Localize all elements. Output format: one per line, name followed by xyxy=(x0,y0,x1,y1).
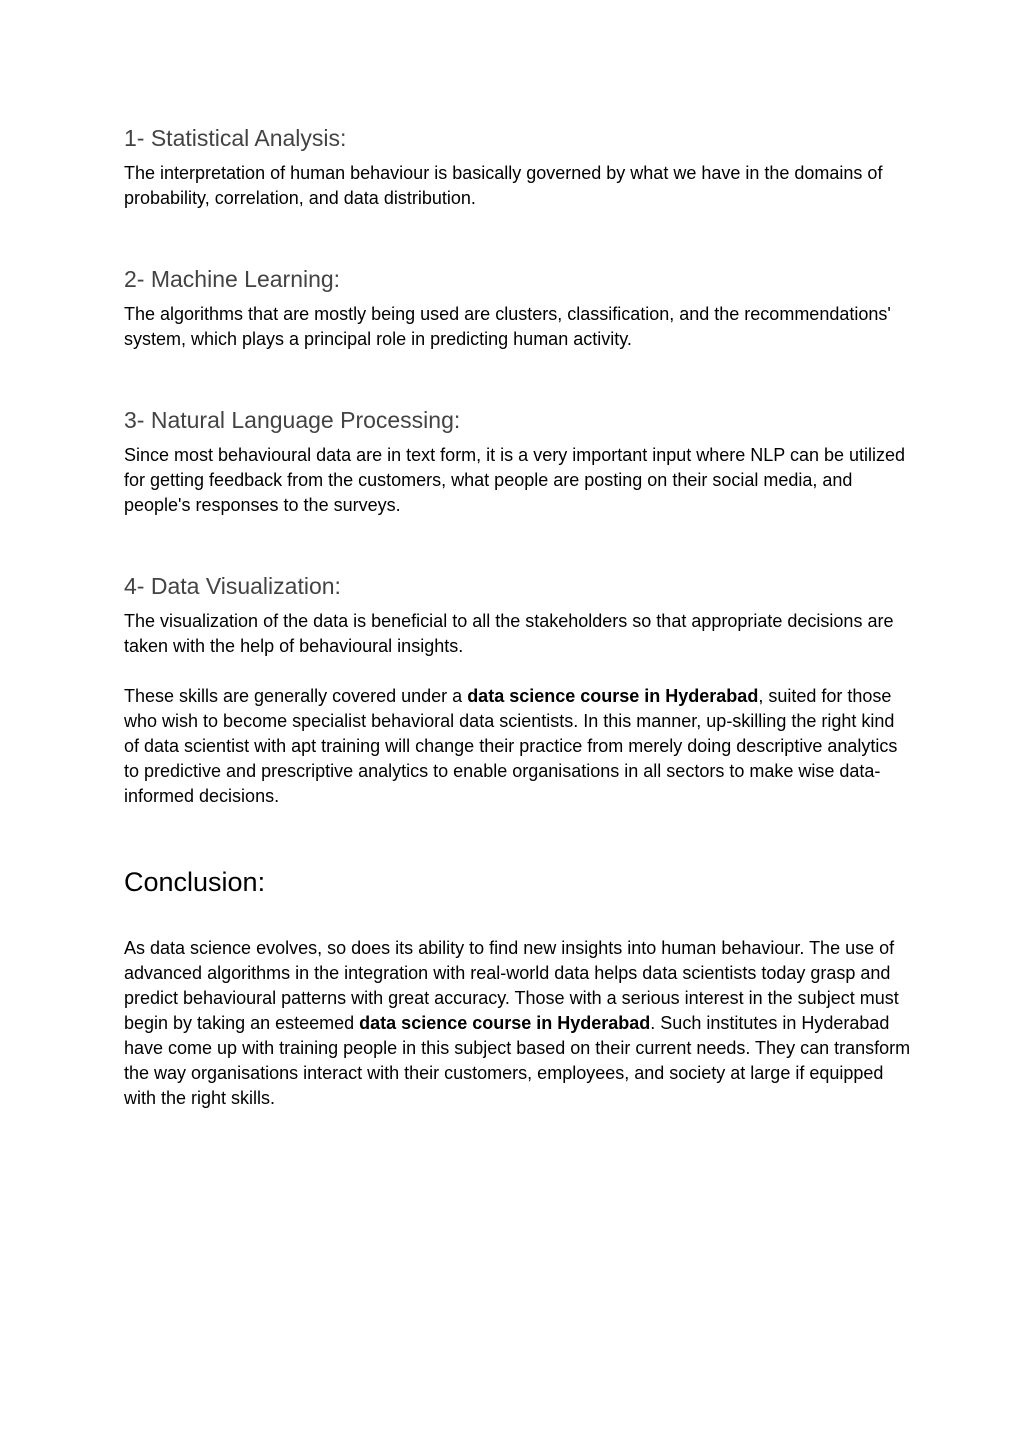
skills-text-after: , suited for those who wish to become specialist behavioral data scientists. In this manner, up-skilling the right kind of data scientist with apt training will change their practice from merely doing descriptive analytics to predictive and prescriptive analytics to enable organisations in all sectors to make wise data-informed decisions. xyxy=(124,686,898,806)
skills-text-bold: data science course in Hyderabad xyxy=(467,686,759,706)
conclusion-text-after: . Such institutes in Hyderabad have come up with training people in this subject based on their current needs. They can transform the way organisations interact with their customers, employees, and society at large if equipped with the right skills. xyxy=(124,1013,911,1108)
section-4-heading: 4- Data Visualization: xyxy=(124,573,341,599)
conclusion-text-before: As data science evolves, so does its ability to find new insights into human behaviour. The use of advanced algorithms in the integration with real-world data helps data scientists today grasp and predict behavioural patterns with great accuracy. Those with a serious interest in the subject must begin by taking an esteemed xyxy=(124,938,899,1033)
section-3-body: Since most behavioural data are in text form, it is a very important input where NLP can be utilized for getting feedback from the customers, what people are posting on their social media, and people's responses to the surveys. xyxy=(124,445,906,515)
conclusion-text-bold: data science course in Hyderabad xyxy=(359,1013,651,1033)
section-2-body: The algorithms that are mostly being used are clusters, classification, and the recommendations' system, which plays a principal role in predicting human activity. xyxy=(124,304,891,349)
section-3-heading: 3- Natural Language Processing: xyxy=(124,407,461,433)
section-2-heading: 2- Machine Learning: xyxy=(124,266,341,292)
skills-text-before: These skills are generally covered under a xyxy=(124,686,468,706)
section-1-heading: 1- Statistical Analysis: xyxy=(124,125,347,151)
section-4-body: The visualization of the data is beneficial to all the stakeholders so that appropriate decisions are taken with the help of behavioural insights. xyxy=(124,611,894,656)
section-1-body: The interpretation of human behaviour is basically governed by what we have in the domains of probability, correlation, and data distribution. xyxy=(124,163,883,208)
conclusion-paragraph xyxy=(124,936,914,1111)
conclusion-title: Conclusion: xyxy=(124,867,266,897)
skills-paragraph xyxy=(124,684,914,809)
